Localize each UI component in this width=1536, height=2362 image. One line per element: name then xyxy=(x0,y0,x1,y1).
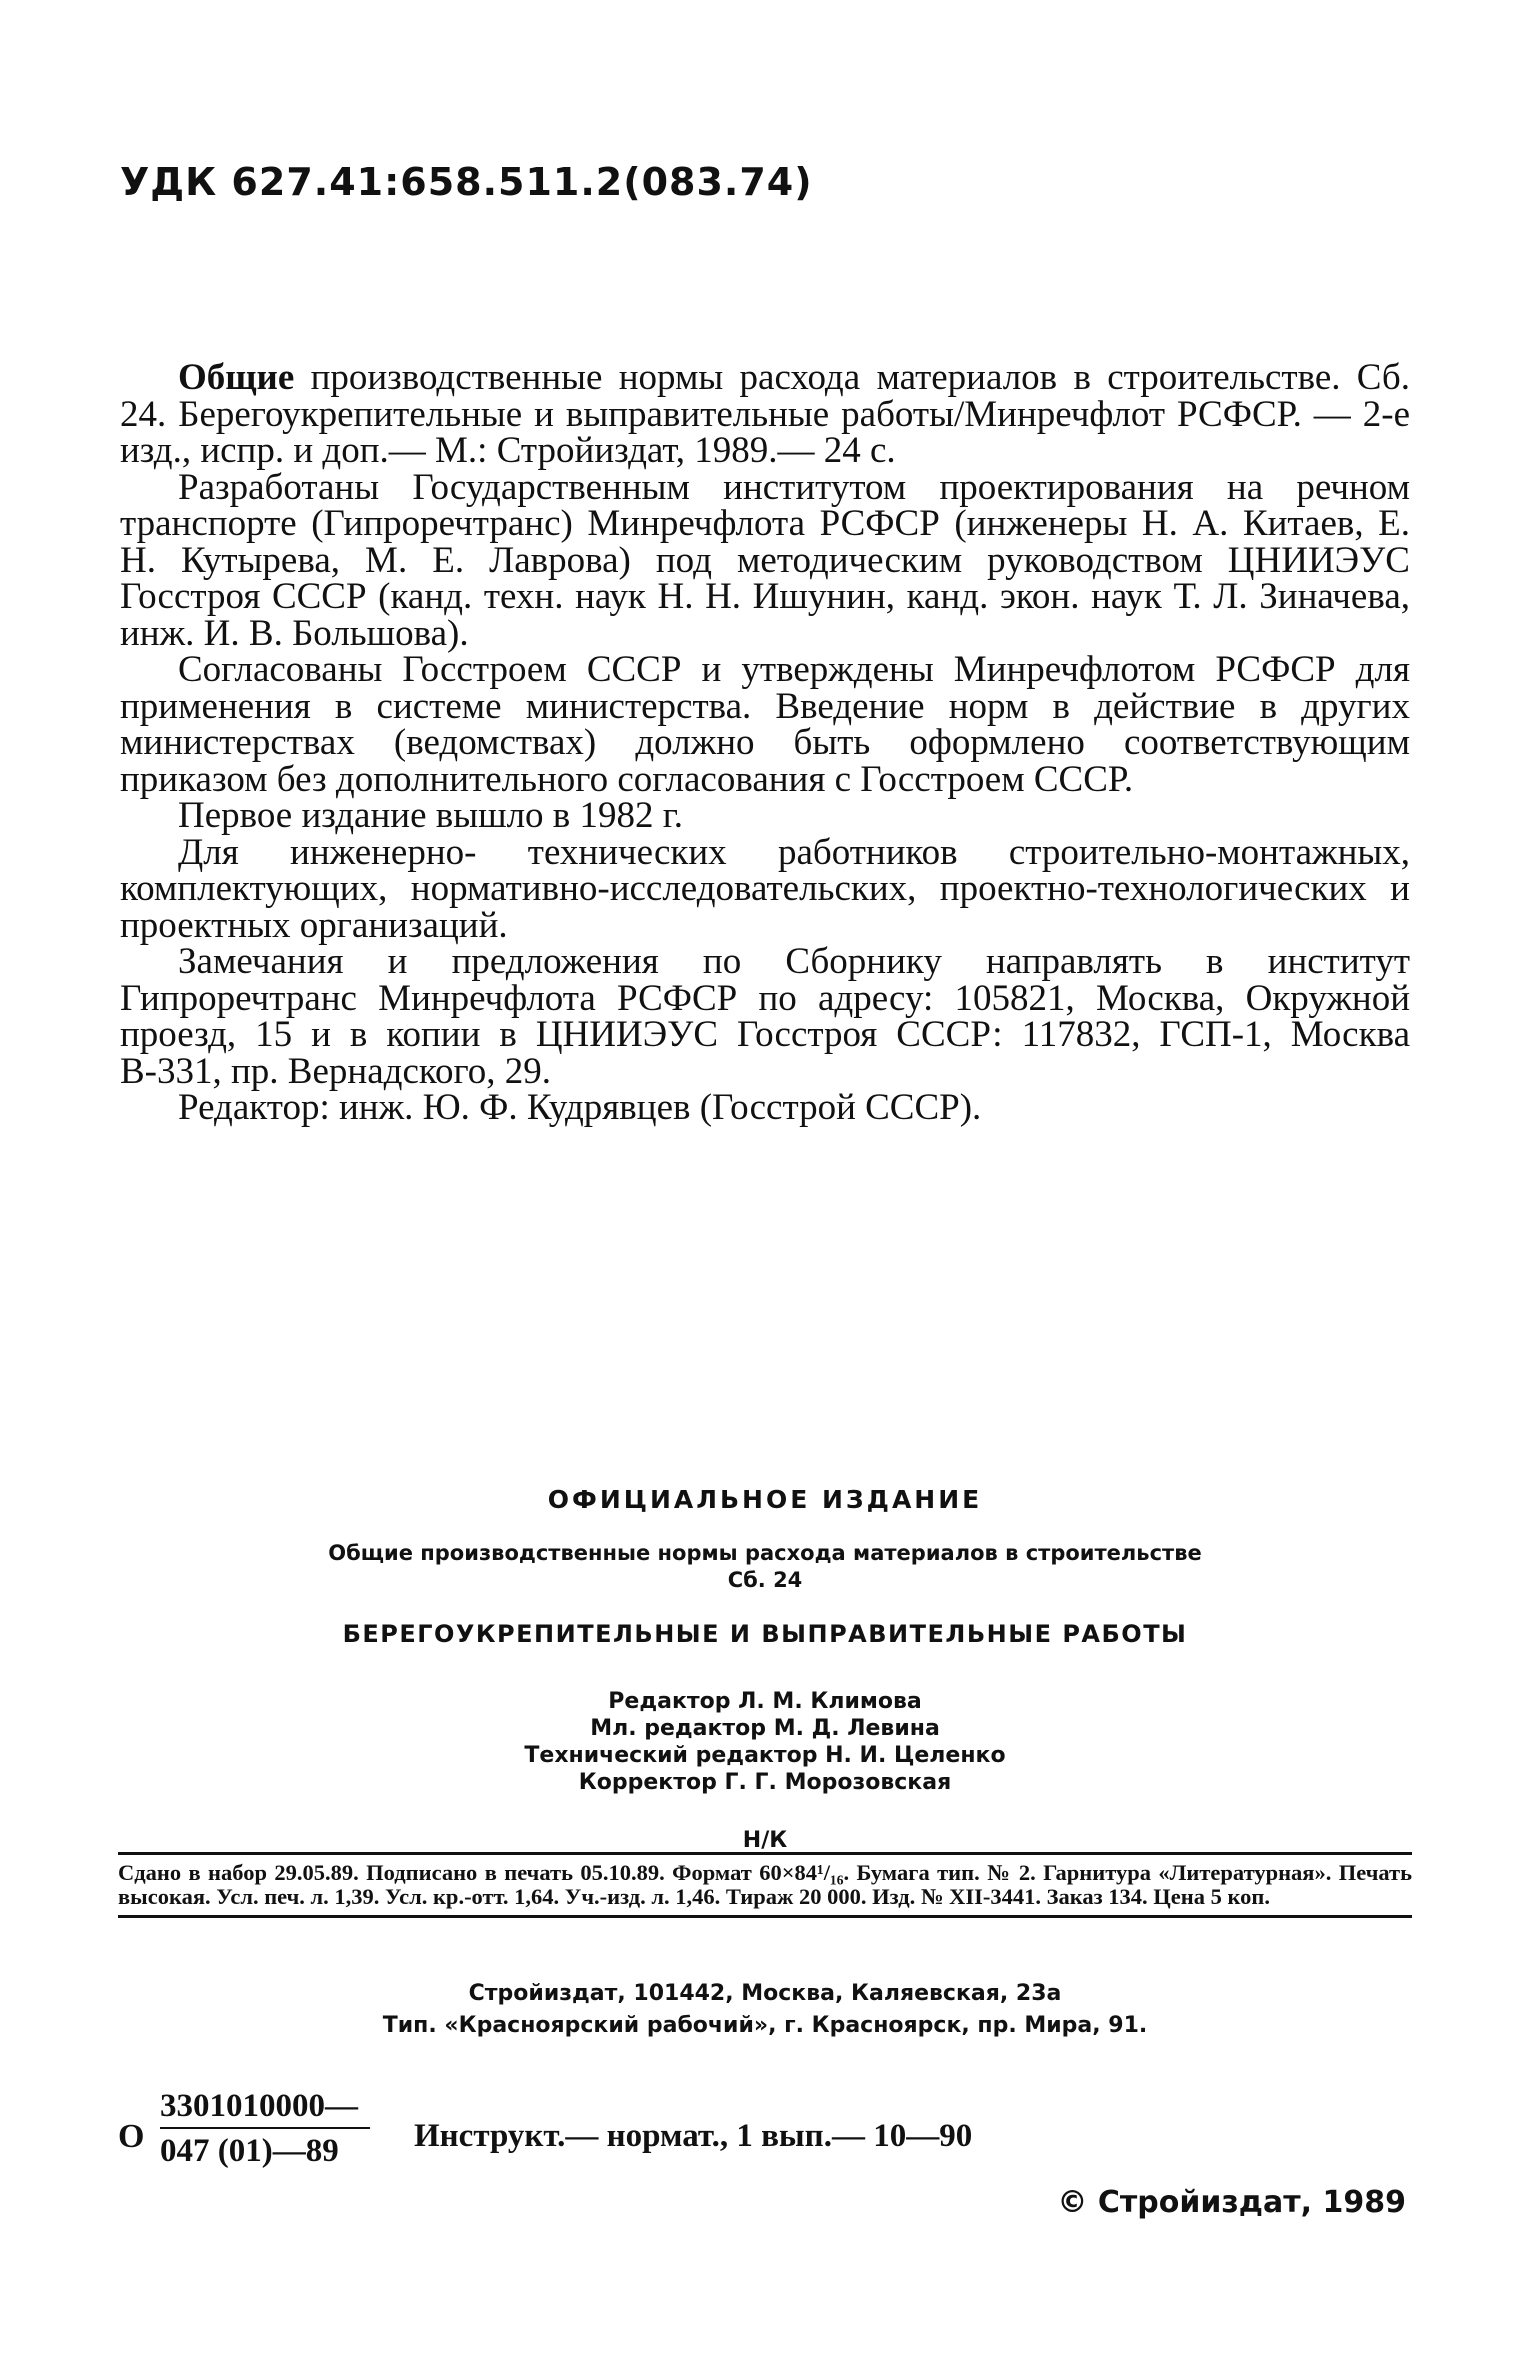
index-numerator: 3301010000— xyxy=(160,2088,370,2129)
abstract-paragraph: Разработаны Государственным институтом проектирования на речном транспорте (Гипроречтранс) Минречфлота РСФСР (инженеры Н. А. Китаев, Е. Н. Кутырева, М. Е. Лаврова) под методическим руководством ЦНИИЭУС Госстроя СССР (канд. техн. наук Н. Н. Ишунин, канд. экон. наук Т. Л. Зиначева, инж. И. В. Большова). xyxy=(120,466,1410,654)
printing-house: Тип. «Красноярский рабочий», г. Красноярск, пр. Мира, 91. xyxy=(382,2013,1148,2038)
publisher-address: Стройиздат, 101442, Москва, Каляевская, 23а xyxy=(468,1981,1062,2006)
official-edition-heading: ОФИЦИАЛЬНОЕ ИЗДАНИЕ xyxy=(547,1485,983,1514)
abstract-lead-word: Общие xyxy=(178,357,295,398)
nk-mark: Н/К xyxy=(742,1828,788,1853)
index-tail: Инструкт.— нормат., 1 вып.— 10—90 xyxy=(414,2118,973,2154)
publisher-info xyxy=(118,1978,1412,2042)
credit-line: Корректор Г. Г. Морозовская xyxy=(578,1770,952,1795)
copyright: © Стройиздат, 1989 xyxy=(1057,2185,1406,2220)
series-number: Сб. 24 xyxy=(727,1568,803,1592)
abstract-paragraph: Редактор: инж. Ю. Ф. Кудрявцев (Госстрой СССР). xyxy=(178,1087,982,1128)
print-specifications: Сдано в набор 29.05.89. Подписано в печать 05.10.89. Формат 60×84¹/₁₆. Бумага тип. № 2. Гарнитура «Литературная». Печать высокая. Усл. печ. л. 1,39. Усл. кр.-отт. 1,64. Уч.-изд. л. 1,46. Тираж 20 000. Изд. № XII-3441. Заказ 134. Цена 5 коп. xyxy=(118,1852,1412,1918)
imprint-block xyxy=(118,1485,1412,1853)
topic-title: БЕРЕГОУКРЕПИТЕЛЬНЫЕ И ВЫПРАВИТЕЛЬНЫЕ РАБОТЫ xyxy=(342,1620,1188,1648)
credit-line: Технический редактор Н. И. Целенко xyxy=(524,1743,1006,1768)
index-fraction xyxy=(160,2088,370,2170)
udk-code: УДК 627.41:658.511.2(083.74) xyxy=(120,160,813,204)
credit-line: Редактор Л. М. Климова xyxy=(608,1689,922,1714)
abstract-paragraph xyxy=(120,357,1410,471)
abstract-paragraph: Замечания и предложения по Сборнику направлять в институт Гипроречтранс Минречфлота РСФСР по адресу: 105821, Москва, Окружной проезд, 15 и в копии в ЦНИИЭУС Госстроя СССР: 117832, ГСП-1, Москва В-331, пр. Вернадского, 29. xyxy=(120,941,1410,1092)
abstract-paragraph: Согласованы Госстроем СССР и утверждены Минречфлотом РСФСР для применения в системе министерства. Введение норм в действие в других министерствах (ведомствах) должно быть оформлено соответствующим приказом без дополнительного согласования с Госстроем СССР. xyxy=(120,649,1410,800)
abstract xyxy=(120,357,1410,1128)
series-title xyxy=(118,1540,1412,1594)
credit-line: Мл. редактор М. Д. Левина xyxy=(590,1716,940,1741)
series-title-line: Общие производственные нормы расхода материалов в строительстве xyxy=(328,1541,1202,1565)
index-denominator: 047 (01)—89 xyxy=(160,2133,339,2169)
abstract-paragraph-text: производственные нормы расхода материалов в строительстве. Сб. 24. Берегоукрепительные и выправительные работы/Минречфлот РСФСР. — 2-е изд., испр. и доп.— М.: Стройиздат, 1989.— 24 с. xyxy=(120,357,1410,471)
index-prefix: О xyxy=(118,2118,145,2155)
abstract-paragraph: Для инженерно- технических работников строительно-монтажных, комплектующих, нормативно-исследовательских, проектно-технологических и проектных организаций. xyxy=(120,831,1410,946)
abstract-paragraph: Первое издание вышло в 1982 г. xyxy=(178,795,684,836)
credits-list xyxy=(118,1688,1412,1796)
